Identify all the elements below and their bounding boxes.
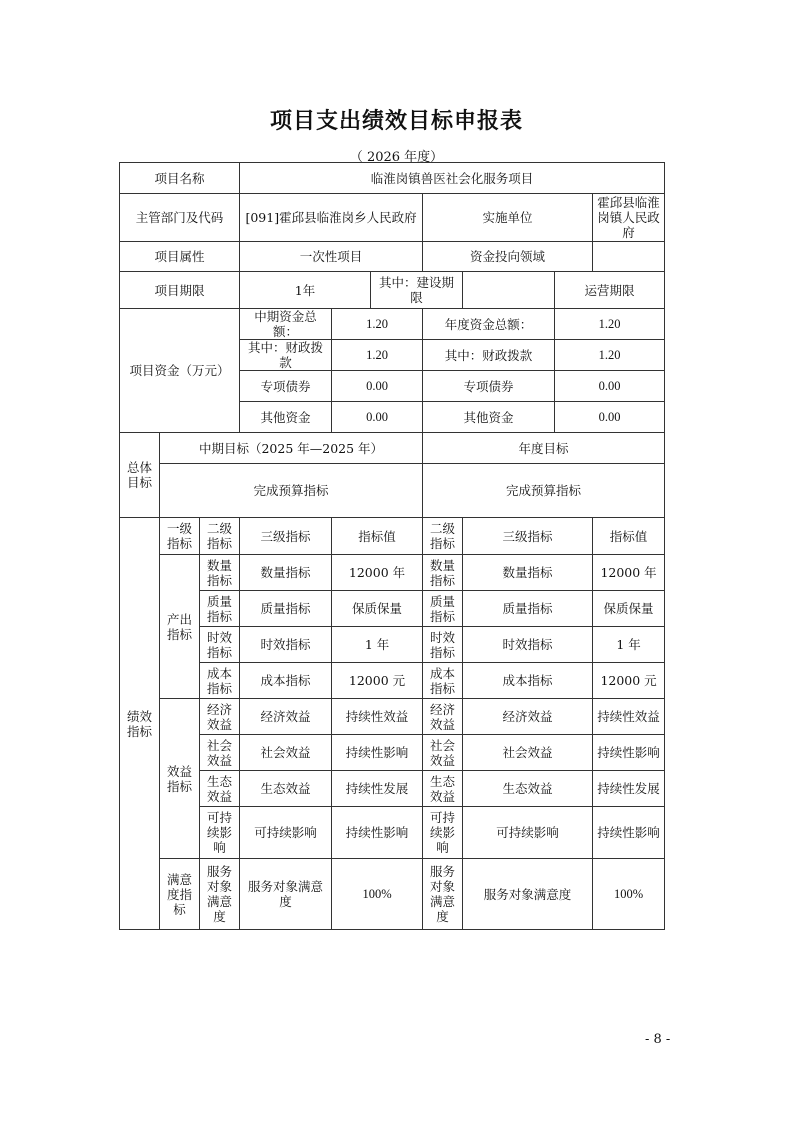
fund-year-value: 0.00 — [555, 371, 665, 402]
page-title: 项目支出绩效目标申报表 — [269, 109, 523, 134]
ind-l2-year: 数量指标 — [423, 555, 463, 591]
fund-mid-value: 1.20 — [332, 309, 423, 340]
ind-l3: 时效指标 — [240, 627, 332, 663]
impl-value: 霍邱县临淮岗镇人民政府 — [593, 194, 665, 242]
goals-year-text: 完成预算指标 — [423, 464, 665, 518]
ind-val: 12000 年 — [332, 555, 423, 591]
benefit-label: 效益指标 — [160, 699, 200, 859]
ind-l3-year: 成本指标 — [463, 663, 593, 699]
ind-l3-year: 数量指标 — [463, 555, 593, 591]
dept-value: [091]霍邱县临淮岗乡人民政府 — [240, 194, 423, 242]
fund-mid-label: 专项债券 — [240, 371, 332, 402]
fund-year-label: 年度资金总额： — [423, 309, 555, 340]
fund-year-label: 其中：财政拨款 — [423, 340, 555, 371]
header-val: 指标值 — [332, 518, 423, 555]
ind-val-year: 持续性影响 — [593, 735, 665, 771]
performance-form-table — [119, 162, 665, 930]
ind-val-year: 12000 年 — [593, 555, 665, 591]
header-l1: 一级指标 — [160, 518, 200, 555]
ind-val-year: 1 年 — [593, 627, 665, 663]
ind-l3-year: 经济效益 — [463, 699, 593, 735]
ind-val-year: 100% — [593, 859, 665, 930]
ind-l3: 社会效益 — [240, 735, 332, 771]
ind-l3: 服务对象满意度 — [240, 859, 332, 930]
period-label: 项目期限 — [120, 272, 240, 309]
ind-l2: 时效指标 — [200, 627, 240, 663]
output-label: 产出指标 — [160, 555, 200, 699]
fund-mid-value: 0.00 — [332, 371, 423, 402]
header-l3: 三级指标 — [240, 518, 332, 555]
ind-l3-year: 服务对象满意度 — [463, 859, 593, 930]
fund-year-label: 其他资金 — [423, 402, 555, 433]
funds-label: 项目资金（万元） — [120, 309, 240, 433]
ind-val-year: 持续性影响 — [593, 807, 665, 859]
impl-label: 实施单位 — [423, 194, 593, 242]
ind-l3: 成本指标 — [240, 663, 332, 699]
attr-label: 项目属性 — [120, 242, 240, 272]
ind-l2-year: 质量指标 — [423, 591, 463, 627]
goals-year-header: 年度目标 — [423, 433, 665, 464]
ind-val: 12000 元 — [332, 663, 423, 699]
ind-l2: 生态效益 — [200, 771, 240, 807]
goals-mid-text: 完成预算指标 — [160, 464, 423, 518]
ind-val-year: 持续性发展 — [593, 771, 665, 807]
ind-l3: 生态效益 — [240, 771, 332, 807]
fund-mid-label: 其他资金 — [240, 402, 332, 433]
ind-l2: 经济效益 — [200, 699, 240, 735]
dept-label: 主管部门及代码 — [120, 194, 240, 242]
ind-l2: 质量指标 — [200, 591, 240, 627]
ind-l2: 社会效益 — [200, 735, 240, 771]
fund-year-label: 专项债券 — [423, 371, 555, 402]
header-l3-year: 三级指标 — [463, 518, 593, 555]
ind-l3-year: 社会效益 — [463, 735, 593, 771]
fund-mid-label: 中期资金总额： — [240, 309, 332, 340]
field-value — [593, 242, 665, 272]
ind-val: 100% — [332, 859, 423, 930]
ind-l3-year: 时效指标 — [463, 627, 593, 663]
satisfaction-label: 满意度指标 — [160, 859, 200, 930]
ind-l3-year: 可持续影响 — [463, 807, 593, 859]
ind-val-year: 12000 元 — [593, 663, 665, 699]
ind-val-year: 保质保量 — [593, 591, 665, 627]
ind-l3: 数量指标 — [240, 555, 332, 591]
goals-mid-header: 中期目标（2025 年—2025 年） — [160, 433, 423, 464]
field-label: 资金投向领域 — [423, 242, 593, 272]
ind-l3: 经济效益 — [240, 699, 332, 735]
attr-value: 一次性项目 — [240, 242, 423, 272]
project-name-label: 项目名称 — [120, 163, 240, 194]
fund-year-value: 0.00 — [555, 402, 665, 433]
fund-mid-value: 0.00 — [332, 402, 423, 433]
indicators-label: 绩效指标 — [120, 518, 160, 930]
ind-l2: 数量指标 — [200, 555, 240, 591]
ind-l2-year: 成本指标 — [423, 663, 463, 699]
fund-mid-label: 其中：财政拨款 — [240, 340, 332, 371]
ind-val: 1 年 — [332, 627, 423, 663]
ind-l2: 服务对象满意度 — [200, 859, 240, 930]
ind-val-year: 持续性效益 — [593, 699, 665, 735]
fund-year-value: 1.20 — [555, 309, 665, 340]
header-l2: 二级指标 — [200, 518, 240, 555]
year-line: （ 2026 年度） — [349, 150, 444, 165]
period-value: 1年 — [240, 272, 371, 309]
fund-year-value: 1.20 — [555, 340, 665, 371]
ind-l2-year: 可持续影响 — [423, 807, 463, 859]
ind-l2-year: 经济效益 — [423, 699, 463, 735]
ind-val: 持续性发展 — [332, 771, 423, 807]
ind-l3-year: 质量指标 — [463, 591, 593, 627]
ind-l2-year: 生态效益 — [423, 771, 463, 807]
page-number: - 8 - — [645, 1032, 671, 1047]
build-period-label: 其中：建设期限 — [371, 272, 463, 309]
header-val-year: 指标值 — [593, 518, 665, 555]
ind-l3-year: 生态效益 — [463, 771, 593, 807]
goals-label: 总体目标 — [120, 433, 160, 518]
header-l2-year: 二级指标 — [423, 518, 463, 555]
build-period-value — [463, 272, 555, 309]
ind-val: 持续性影响 — [332, 735, 423, 771]
ind-l2: 成本指标 — [200, 663, 240, 699]
op-period-label: 运营期限 — [555, 272, 665, 309]
ind-l2-year: 时效指标 — [423, 627, 463, 663]
ind-l3: 质量指标 — [240, 591, 332, 627]
ind-val: 保质保量 — [332, 591, 423, 627]
ind-val: 持续性影响 — [332, 807, 423, 859]
ind-val: 持续性效益 — [332, 699, 423, 735]
ind-l3: 可持续影响 — [240, 807, 332, 859]
fund-mid-value: 1.20 — [332, 340, 423, 371]
project-name-value: 临淮岗镇兽医社会化服务项目 — [240, 163, 665, 194]
ind-l2: 可持续影响 — [200, 807, 240, 859]
ind-l2-year: 社会效益 — [423, 735, 463, 771]
ind-l2-year: 服务对象满意度 — [423, 859, 463, 930]
